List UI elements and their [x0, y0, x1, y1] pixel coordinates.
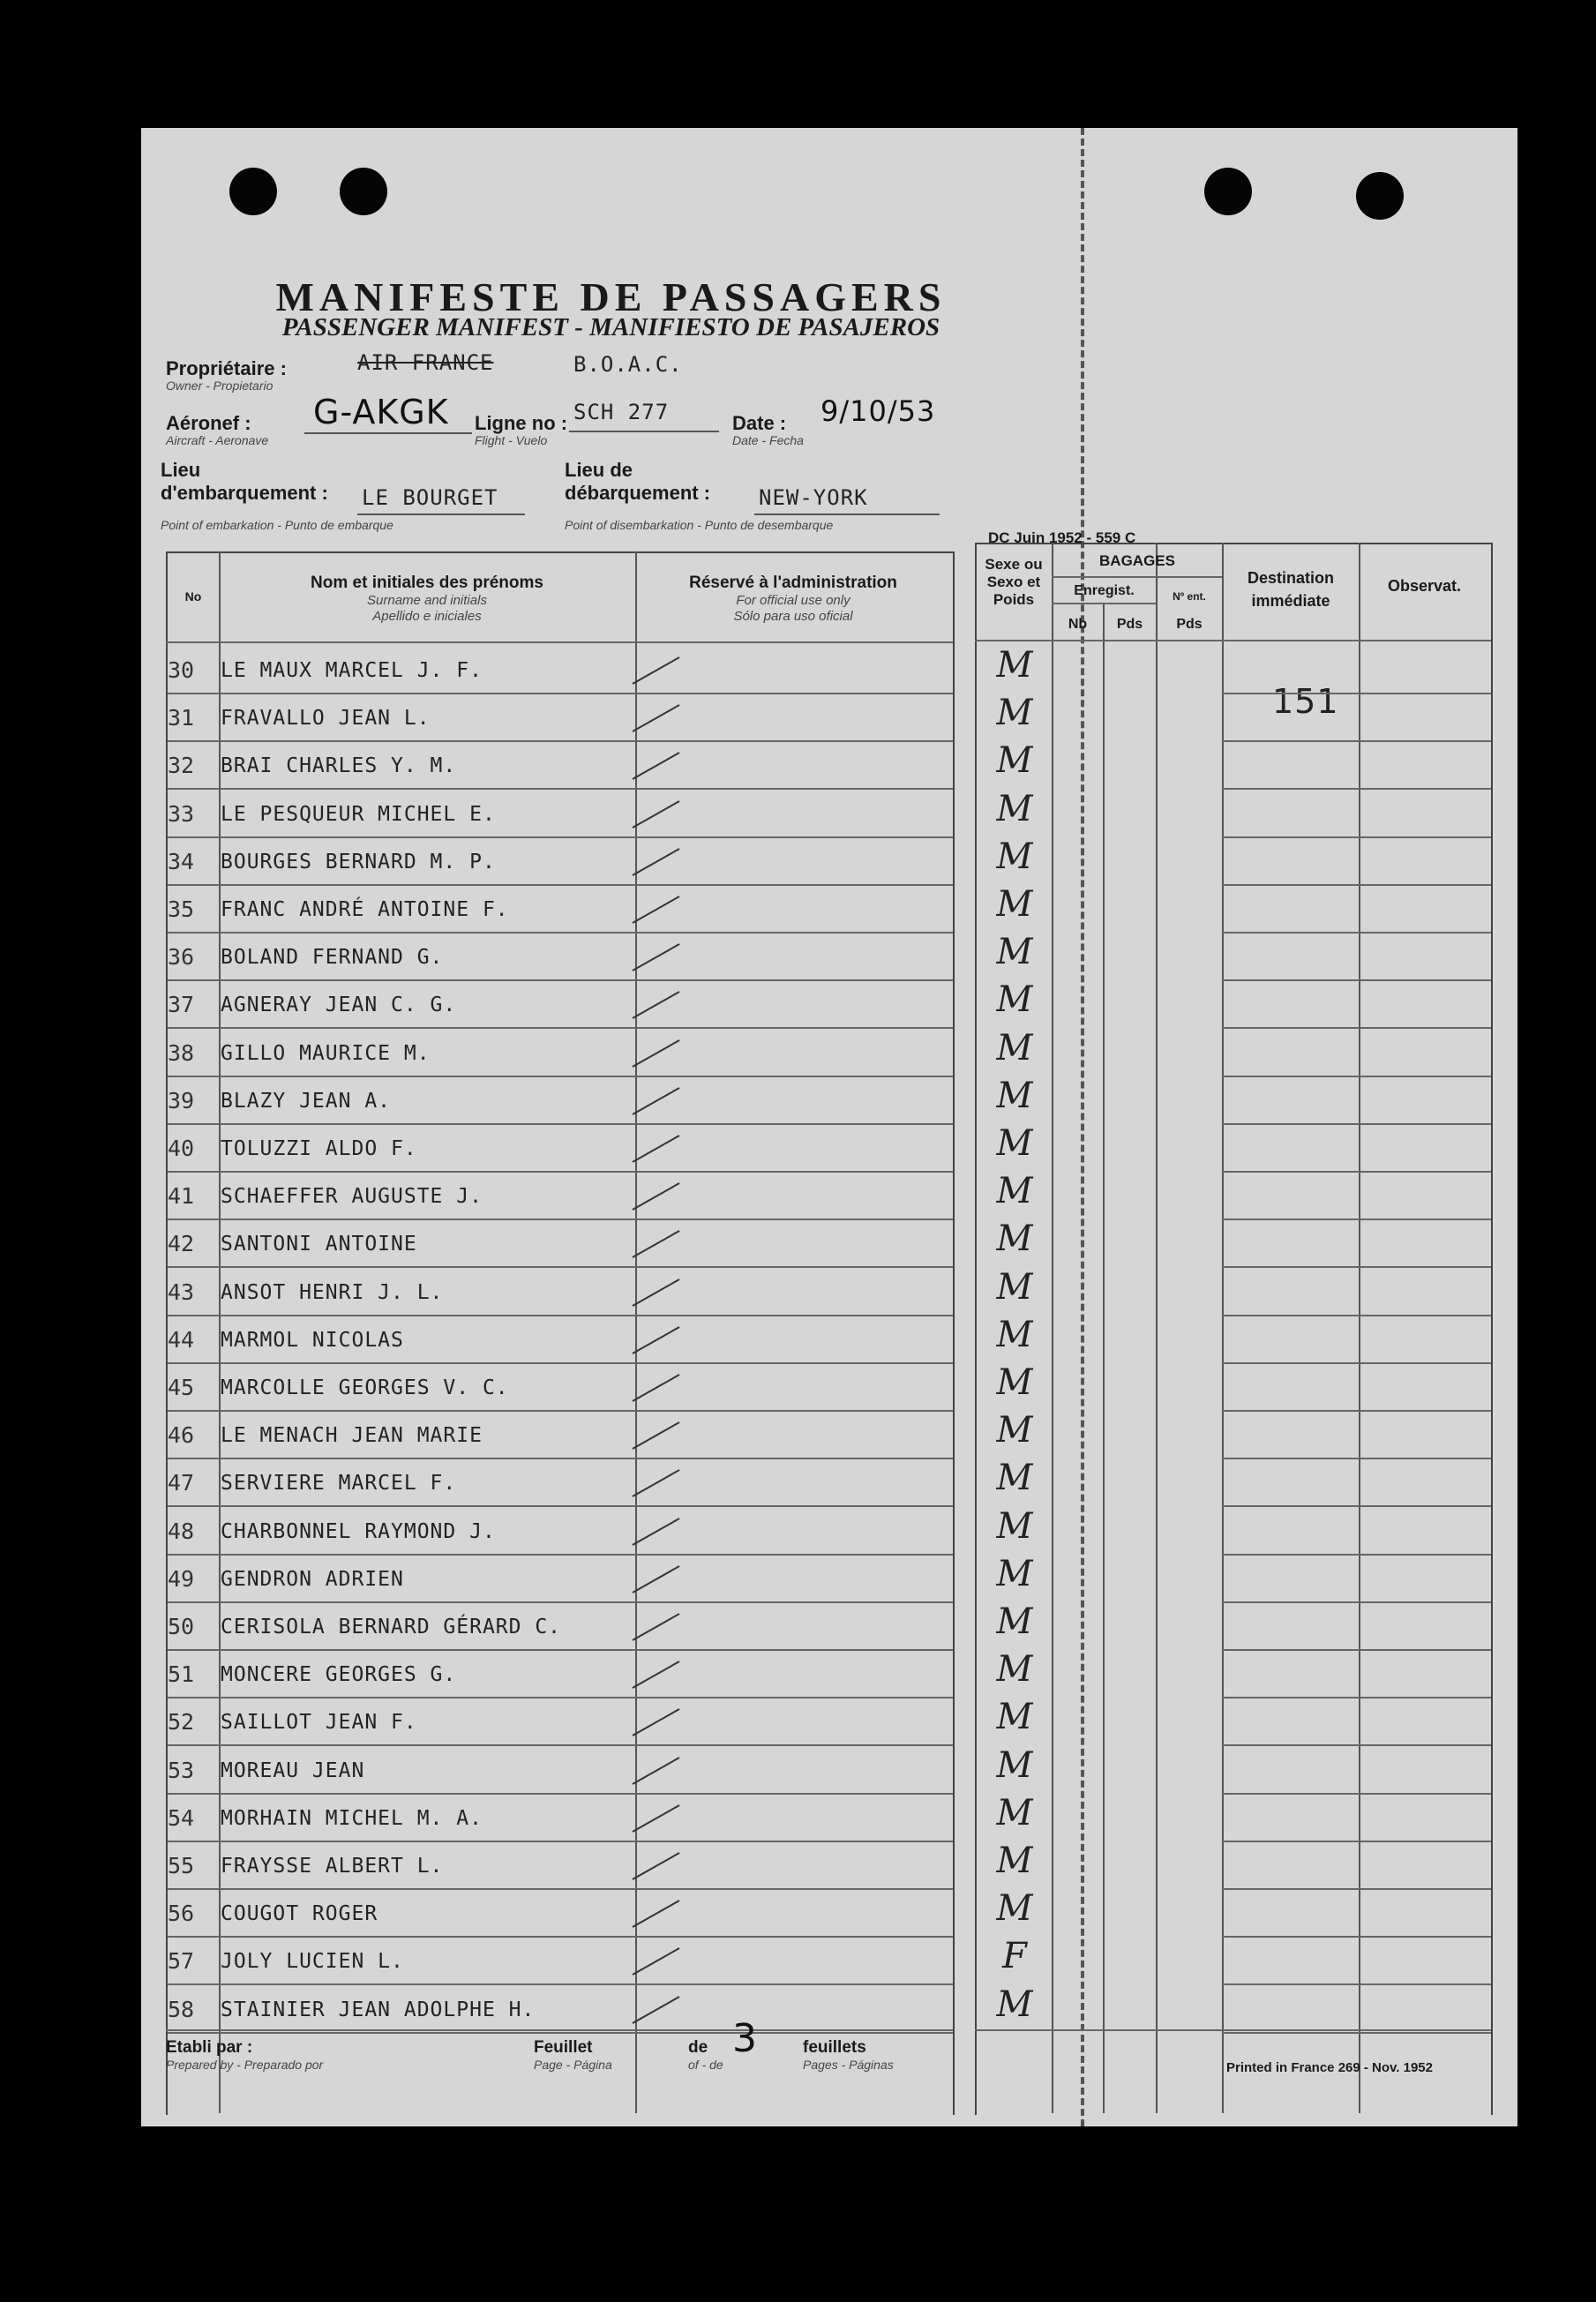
passenger-sex: M: [996, 693, 1033, 734]
sheets-sub: Pages - Páginas: [803, 2058, 894, 2072]
passenger-name: AGNERAY JEAN C. G.: [221, 994, 457, 1017]
row-line: [1222, 1744, 1491, 1746]
passenger-sex: M: [996, 645, 1033, 686]
row-line: [168, 1936, 953, 1938]
passenger-sex: M: [996, 932, 1033, 973]
check-mark-icon: [631, 1322, 684, 1357]
row-line: [1222, 836, 1491, 838]
row-line: [1222, 2032, 1491, 2034]
table-row: [168, 1510, 951, 1557]
passenger-name: CERISOLA BERNARD GÉRARD C.: [221, 1616, 562, 1638]
passenger-sex: M: [996, 884, 1033, 925]
passenger-name: COUGOT ROGER: [221, 1902, 378, 1926]
passenger-number: 52: [168, 1709, 195, 1736]
row-line: [168, 884, 953, 886]
of-sub: of - de: [688, 2058, 723, 2072]
passenger-name: STAINIER JEAN ADOLPHE H.: [221, 1998, 536, 2021]
disembark-underline: [754, 514, 940, 515]
footer-divider: [975, 2029, 1491, 2031]
row-line: [168, 1793, 953, 1795]
table-row: [168, 1988, 951, 2036]
passenger-number: 49: [168, 1565, 195, 1592]
passenger-number: 45: [168, 1375, 195, 1400]
aircraft-underline: [304, 432, 472, 434]
passenger-number: 31: [168, 705, 195, 731]
aircraft-value: G-AKGK: [313, 393, 449, 431]
flight-sub: Flight - Vuelo: [475, 433, 548, 447]
table-row: [168, 840, 951, 888]
embark-underline: [357, 514, 525, 515]
passenger-name: CHARBONNEL RAYMOND J.: [221, 1519, 496, 1543]
passenger-number: 37: [168, 992, 195, 1018]
row-line: [168, 1315, 953, 1316]
passenger-sex: M: [996, 1027, 1033, 1069]
punch-hole: [1204, 168, 1252, 215]
flight-underline: [569, 431, 719, 432]
col-divider: [1052, 543, 1053, 2113]
passenger-number: 30: [168, 657, 195, 683]
row-line: [168, 1888, 953, 1890]
row-line: [1222, 1410, 1491, 1412]
passenger-number: 35: [168, 896, 195, 922]
passenger-name: BOURGES BERNARD M. P.: [221, 850, 496, 874]
check-mark-icon: [631, 1369, 684, 1405]
passenger-number: 55: [168, 1853, 195, 1878]
table-row: [168, 1557, 951, 1605]
prepared-sub: Prepared by - Preparado por: [166, 2058, 324, 2072]
owner-sub: Owner - Propietario: [166, 379, 273, 393]
row-line: [168, 1744, 953, 1746]
check-mark-icon: [631, 1083, 684, 1118]
passenger-number: 41: [168, 1183, 195, 1210]
passenger-sex: M: [996, 1744, 1033, 1786]
check-mark-icon: [631, 844, 684, 879]
punch-hole: [1356, 172, 1404, 220]
sheets-total: [803, 2038, 894, 2072]
flight-label: Ligne no :: [475, 412, 568, 434]
manifest-sheet: [141, 128, 1517, 2126]
passenger-sex: M: [996, 1314, 1033, 1355]
table-row: [168, 1892, 951, 1939]
row-line: [1222, 979, 1491, 981]
check-mark-icon: [631, 1895, 684, 1931]
passenger-name: JOLY LUCIEN L.: [221, 1950, 404, 1974]
table-row: [168, 1174, 951, 1222]
passenger-sex: M: [996, 1266, 1033, 1308]
passenger-name: LE MAUX MARCEL J. F.: [221, 659, 483, 682]
disembark-sub: Point of disembarkation - Punto de desembarque: [565, 518, 834, 532]
table-row: [168, 1939, 951, 1987]
passenger-sex: M: [996, 1983, 1033, 2025]
passenger-number: 46: [168, 1422, 195, 1449]
table-row: [168, 1031, 951, 1079]
row-line: [168, 1458, 953, 1459]
passenger-name: MORHAIN MICHEL M. A.: [221, 1806, 483, 1830]
row-line: [168, 740, 953, 742]
passenger-number: 32: [168, 753, 195, 779]
row-line: [168, 1697, 953, 1698]
passenger-number: 57: [168, 1948, 195, 1975]
row-line: [168, 1601, 953, 1603]
col-header-name-text: Nom et initiales des prénoms: [311, 574, 543, 592]
passenger-name: MARMOL NICOLAS: [221, 1328, 404, 1352]
table-row: [168, 935, 951, 983]
passenger-sex: M: [996, 1075, 1033, 1116]
check-mark-icon: [631, 1035, 684, 1070]
row-line: [168, 836, 953, 838]
printed-in: Printed in France 269 - Nov. 1952: [1226, 2060, 1433, 2075]
embark-value: LE BOURGET: [362, 485, 498, 510]
owner-label: Propriétaire :: [166, 357, 287, 379]
sheet-of: [688, 2038, 723, 2072]
row-line: [168, 1983, 953, 1985]
date-label: Date :: [732, 412, 787, 434]
passenger-sex: M: [996, 1410, 1033, 1451]
row-line: [168, 1027, 953, 1029]
table-row: [168, 1413, 951, 1461]
col-header-registered: Enregist.: [1074, 583, 1135, 598]
check-mark-icon: [631, 891, 684, 926]
table-row: [168, 983, 951, 1031]
check-mark-icon: [631, 1848, 684, 1883]
row-line: [1222, 1983, 1491, 1985]
col-divider: [1222, 543, 1224, 2113]
passenger-name: FRAVALLO JEAN L.: [221, 707, 431, 731]
col-header-name-sub2: Apellido e iniciales: [372, 609, 482, 624]
passenger-name: SANTONI ANTOINE: [221, 1233, 417, 1256]
table-row: [168, 696, 951, 744]
row-line: [168, 788, 953, 790]
col-header-name-sub1: Surname and initials: [367, 593, 487, 608]
header-divider: [975, 640, 1491, 641]
col-header-name: [221, 574, 633, 625]
row-line: [1222, 1315, 1491, 1316]
col-header-pds2: Pds: [1176, 617, 1203, 632]
row-line: [168, 1123, 953, 1125]
row-line: [168, 2032, 953, 2034]
col-divider: [1156, 543, 1158, 2113]
owner-value: AIR FRANCE: [357, 350, 494, 375]
passenger-name: MONCERE GEORGES G.: [221, 1663, 457, 1687]
passenger-number: 48: [168, 1518, 195, 1544]
check-mark-icon: [631, 1178, 684, 1213]
passenger-number: 34: [168, 848, 195, 874]
row-line: [168, 1505, 953, 1507]
header-divider: [1052, 603, 1156, 604]
passenger-name: TOLUZZI ALDO F.: [221, 1137, 417, 1160]
check-mark-icon: [631, 939, 684, 974]
row-line: [168, 1362, 953, 1364]
passenger-sex: M: [996, 740, 1033, 782]
row-line: [1222, 1027, 1491, 1029]
row-line: [1222, 1266, 1491, 1268]
passenger-number: 39: [168, 1087, 195, 1114]
passenger-sex: M: [996, 979, 1033, 1021]
passenger-name: BRAI CHARLES Y. M.: [221, 754, 457, 778]
passenger-sex: M: [996, 1841, 1033, 1881]
col-header-admin-sub1: For official use only: [736, 593, 850, 608]
footer-divider: [166, 2029, 953, 2031]
row-line: [168, 1841, 953, 1842]
col-header-admin: [637, 574, 949, 625]
passenger-number: 53: [168, 1757, 195, 1783]
passenger-name: FRAYSSE ALBERT L.: [221, 1855, 444, 1878]
passenger-sex: M: [996, 1649, 1033, 1691]
table-row: [168, 1127, 951, 1174]
table-row: [168, 1271, 951, 1318]
passenger-sex: M: [996, 1218, 1033, 1260]
of-label: de: [688, 2038, 708, 2057]
sheet-label: Feuillet: [534, 2038, 593, 2057]
row-line: [1222, 1362, 1491, 1364]
row-line: [168, 932, 953, 934]
passenger-name: SCHAEFFER AUGUSTE J.: [221, 1185, 483, 1209]
row-line: [1222, 932, 1491, 934]
check-mark-icon: [631, 652, 684, 687]
table-row: [168, 649, 951, 696]
sheet-sub: Page - Página: [534, 2058, 612, 2072]
passenger-sex: M: [996, 1792, 1033, 1833]
row-line: [1222, 1793, 1491, 1795]
row-line: [1222, 788, 1491, 790]
row-line: [1222, 1123, 1491, 1125]
embark-label: Lieu d'embarquement :: [161, 459, 328, 504]
prepared-by: [166, 2038, 323, 2072]
passenger-name: BLAZY JEAN A.: [221, 1089, 392, 1113]
passenger-name: ANSOT HENRI J. L.: [221, 1280, 444, 1304]
prepared-label: Etabli par :: [166, 2038, 253, 2057]
embark-sub: Point of embarkation - Punto de embarque: [161, 518, 393, 532]
aircraft-sub: Aircraft - Aeronave: [166, 433, 269, 447]
row-line: [1222, 1601, 1491, 1603]
passenger-sex: M: [996, 836, 1033, 877]
row-line: [1222, 1505, 1491, 1507]
passenger-number: 40: [168, 1136, 195, 1161]
check-mark-icon: [631, 1656, 684, 1691]
check-mark-icon: [631, 1991, 684, 2027]
passenger-name: SERVIERE MARCEL F.: [221, 1472, 457, 1496]
header-divider: [166, 641, 953, 643]
row-line: [1222, 1888, 1491, 1890]
table-row: [168, 1318, 951, 1366]
col-header-pds: Pds: [1116, 617, 1143, 632]
header-divider: [1052, 576, 1222, 578]
passenger-sex: M: [996, 1362, 1033, 1403]
table-row: [168, 1366, 951, 1413]
table-row: [168, 888, 951, 935]
passenger-number: 36: [168, 944, 195, 971]
passenger-sex: M: [996, 1888, 1033, 1930]
passenger-sex: M: [996, 1697, 1033, 1738]
row-line: [168, 1076, 953, 1077]
col-header-baggage: BAGAGES: [1099, 552, 1175, 569]
date-value: 9/10/53: [820, 394, 936, 428]
disembark-label: Lieu de débarquement :: [565, 459, 711, 504]
owner-value-typed: B.O.A.C.: [573, 352, 683, 377]
aircraft-label: Aéronef :: [166, 412, 251, 434]
passenger-number: 51: [168, 1661, 195, 1688]
col-divider: [1359, 543, 1360, 2113]
row-line: [168, 1554, 953, 1556]
passenger-sex: M: [996, 788, 1033, 829]
check-mark-icon: [631, 796, 684, 831]
date-sub: Date - Fecha: [732, 433, 804, 447]
passenger-name: BOLAND FERNAND G.: [221, 946, 444, 970]
passenger-sex: F: [1002, 1936, 1027, 1977]
row-line: [1222, 1171, 1491, 1173]
col-header-observ: Observat.: [1387, 577, 1462, 595]
row-line: [168, 1218, 953, 1220]
col-header-destination: Destination immédiate: [1247, 569, 1334, 610]
col-header-nb: Nb: [1068, 617, 1088, 632]
row-line: [168, 1171, 953, 1173]
row-line: [1222, 1076, 1491, 1077]
row-line: [168, 693, 953, 694]
sheet-number: [534, 2038, 612, 2072]
check-mark-icon: [631, 700, 684, 735]
passenger-number: 47: [168, 1470, 195, 1496]
table-row: [168, 1844, 951, 1892]
table-row: [168, 1749, 951, 1796]
destination-note: 151: [1272, 682, 1339, 721]
passenger-number: 50: [168, 1614, 195, 1639]
check-mark-icon: [631, 986, 684, 1022]
punch-hole: [340, 168, 387, 215]
row-line: [1222, 1936, 1491, 1938]
check-mark-icon: [631, 1943, 684, 1978]
row-line: [1222, 693, 1491, 694]
table-row: [168, 1222, 951, 1270]
row-line: [1222, 1458, 1491, 1459]
table-row: [168, 744, 951, 791]
table-row: [168, 1605, 951, 1653]
table-row: [168, 1653, 951, 1700]
passenger-sex: M: [996, 1458, 1033, 1499]
passenger-number: 44: [168, 1326, 195, 1353]
row-line: [168, 1410, 953, 1412]
disembark-value: NEW-YORK: [759, 485, 868, 510]
col-header-admin-text: Réservé à l'administration: [689, 574, 897, 592]
passenger-name: GENDRON ADRIEN: [221, 1567, 404, 1591]
row-line: [168, 979, 953, 981]
row-line: [1222, 1218, 1491, 1220]
passenger-number: 56: [168, 1901, 195, 1927]
form-code: DC Juin 1952 - 559 C: [988, 529, 1136, 546]
check-mark-icon: [631, 1752, 684, 1788]
passenger-name: GILLO MAURICE M.: [221, 1041, 431, 1065]
check-mark-icon: [631, 1130, 684, 1166]
passenger-number: 38: [168, 1039, 195, 1066]
passenger-number: 54: [168, 1804, 195, 1831]
page-subtitle: PASSENGER MANIFEST - MANIFIESTO DE PASAJEROS: [281, 313, 940, 341]
check-mark-icon: [631, 1465, 684, 1500]
passenger-name: SAILLOT JEAN F.: [221, 1711, 417, 1735]
passenger-name: LE MENACH JEAN MARIE: [221, 1424, 483, 1448]
passenger-sex: M: [996, 1171, 1033, 1212]
passenger-name: MARCOLLE GEORGES V. C.: [221, 1376, 509, 1399]
passenger-number: 43: [168, 1278, 195, 1305]
check-mark-icon: [631, 1561, 684, 1596]
row-line: [1222, 1697, 1491, 1698]
passenger-sex: M: [996, 1553, 1033, 1594]
check-mark-icon: [631, 1704, 684, 1739]
table-row: [168, 792, 951, 840]
page-title: MANIFESTE DE PASSAGERS: [275, 274, 947, 319]
sheet-value: 3: [732, 2016, 758, 2061]
passenger-number: 33: [168, 800, 195, 827]
table-row: [168, 1079, 951, 1127]
row-line: [1222, 740, 1491, 742]
col-header-no-ent: Nº ent.: [1173, 590, 1206, 603]
check-mark-icon: [631, 1608, 684, 1644]
col-divider: [1103, 603, 1105, 2113]
check-mark-icon: [631, 747, 684, 783]
passenger-sex: M: [996, 1505, 1033, 1547]
passenger-name: FRANC ANDRÉ ANTOINE F.: [221, 898, 509, 921]
row-line: [1222, 1841, 1491, 1842]
passenger-name: MOREAU JEAN: [221, 1758, 365, 1782]
row-line: [1222, 1554, 1491, 1556]
table-row: [168, 1461, 951, 1509]
sheets-label: feuillets: [803, 2038, 866, 2057]
passenger-sex: M: [996, 1601, 1033, 1642]
passenger-number: 42: [168, 1231, 195, 1257]
col-header-no: No: [184, 589, 202, 604]
flight-value: SCH 277: [573, 400, 670, 424]
row-line: [168, 1266, 953, 1268]
check-mark-icon: [631, 1226, 684, 1261]
check-mark-icon: [631, 1417, 684, 1452]
col-header-admin-sub2: Sólo para uso oficial: [733, 609, 853, 624]
table-row: [168, 1700, 951, 1748]
check-mark-icon: [631, 1513, 684, 1548]
table-row: [168, 1796, 951, 1844]
passenger-sex: M: [996, 1123, 1033, 1164]
passenger-name: LE PESQUEUR MICHEL E.: [221, 802, 496, 826]
row-line: [1222, 1649, 1491, 1651]
check-mark-icon: [631, 1800, 684, 1835]
check-mark-icon: [631, 1274, 684, 1309]
passenger-number: 58: [168, 1996, 195, 2022]
col-header-sex: Sexe ou Sexo et Poids: [985, 556, 1043, 608]
row-line: [1222, 884, 1491, 886]
punch-hole: [229, 168, 277, 215]
row-line: [168, 1649, 953, 1651]
